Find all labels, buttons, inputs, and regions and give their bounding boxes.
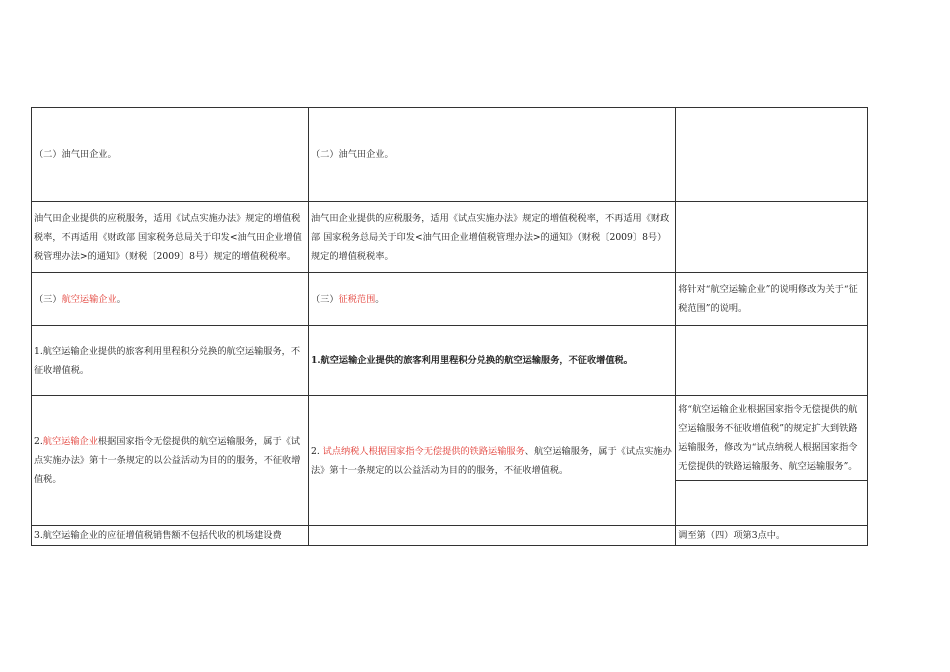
prefix-text: 2. [34,436,43,447]
note-cell [676,396,868,526]
old-text-cell: （二）油气田企业。 [32,108,309,202]
note-cell [676,326,868,396]
suffix-text: 。 [116,293,126,305]
new-text-cell [308,273,675,326]
prefix-text: （三） [34,293,62,305]
highlighted-text: 征税范围 [338,293,376,305]
suffix-text: 。 [375,293,385,305]
highlighted-text: 航空运输企业 [61,293,117,305]
suffix-text: 、航空运输服务，属于《试点实施办法》第十一条规定的以公益活动为目的的服务，不征收增值税。 [310,445,672,476]
table-row [32,526,868,546]
note-cell-top [676,396,867,481]
table-row [32,396,868,526]
note-text: 将“航空运输企业根据国家指令无偿提供的航空运输服务不征收增值税”的规定扩大到铁路运输服务，修改为“试点纳税人根据国家指令无偿提供的铁路运输服务、航空运输服务”。 [678,404,858,472]
highlighted-text: 试点纳税人根据国家指令无偿提供的铁路运输服务 [322,445,525,457]
new-text-cell: 1.航空运输企业提供的旅客利用里程积分兑换的航空运输服务，不征收增值税。 [308,326,675,396]
old-text-cell: 油气田企业提供的应税服务，适用《试点实施办法》规定的增值税税率，不再适用《财政部 国家税务总局关于印发<油气田企业增值税管理办法>的通知》（财税〔2009〕8号）规定的增值税税率。 [32,202,309,273]
old-text-cell: 3.航空运输企业的应征增值税销售额不包括代收的机场建设费 [32,526,309,546]
prefix-text: （三） [310,293,339,305]
new-text-cell: （二）油气田企业。 [308,108,675,202]
table-row [32,202,868,273]
old-text-cell: 1.航空运输企业提供的旅客利用里程积分兑换的航空运输服务，不征收增值税。 [32,326,309,396]
note-cell: 调至第（四）项第3点中。 [676,526,868,546]
new-text-cell [308,526,675,546]
note-cell-bottom [676,481,867,525]
table-row [32,326,868,396]
highlighted-text: 航空运输企业 [42,436,98,447]
new-text-cell: 油气田企业提供的应税服务，适用《试点实施办法》规定的增值税税率，不再适用《财政部 国家税务总局关于印发<油气田企业增值税管理办法>的通知》（财税〔2009〕8号）规定的增值税税率。 [308,202,675,273]
comparison-table [31,107,868,546]
prefix-text: 2. [310,445,323,457]
old-text-cell [32,396,309,526]
note-cell [676,202,868,273]
table-row [32,108,868,202]
note-cell: 将针对“航空运输企业”的说明修改为关于“征税范围”的说明。 [676,273,868,326]
suffix-text: 根据国家指令无偿提供的航空运输服务，属于《试点实施办法》第十一条规定的以公益活动为目的的服务，不征收增值税。 [34,436,301,485]
old-text-cell [32,273,309,326]
note-cell [676,108,868,202]
table-row [32,273,868,326]
new-text-cell [308,396,675,526]
